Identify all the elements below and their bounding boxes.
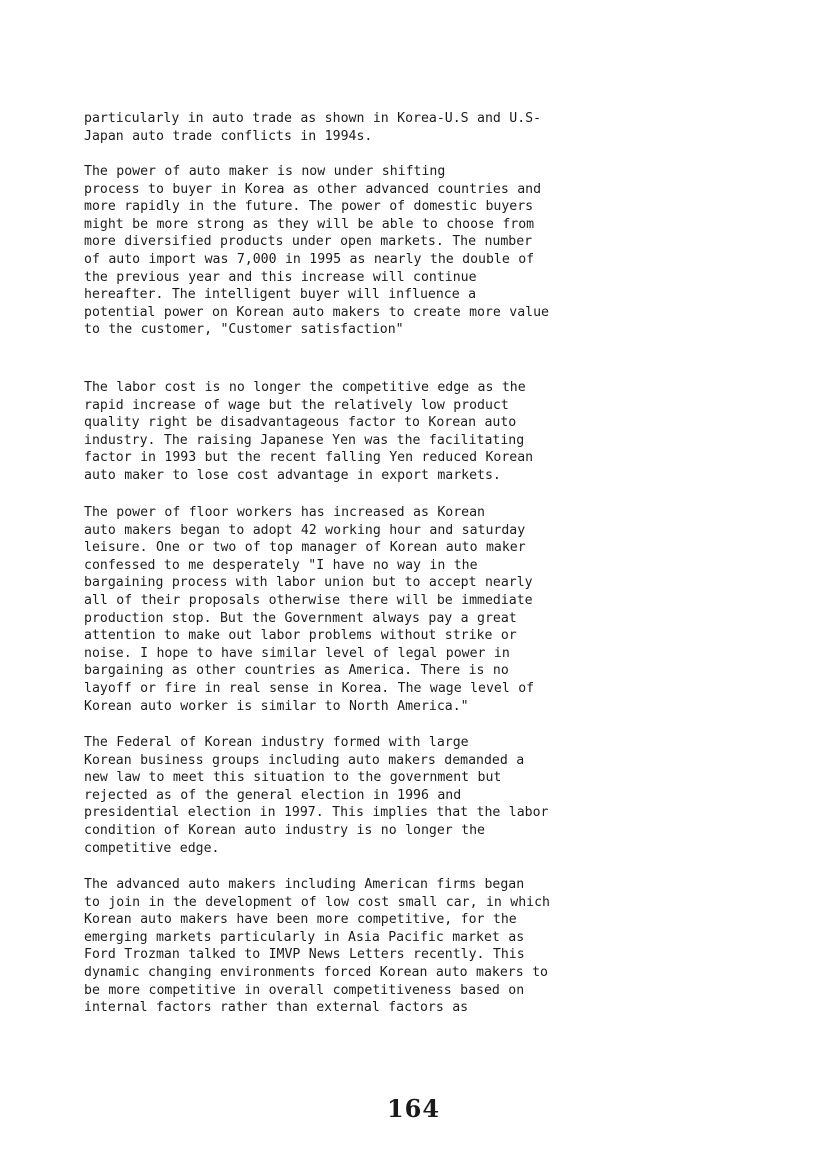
- text-line: The power of floor workers has increased as Korean: [84, 505, 485, 520]
- text-line: condition of Korean auto industry is no longer the: [84, 822, 485, 838]
- text-line: quality right be disadvantageous factor to Korean auto: [84, 415, 517, 431]
- text-line: Ford Trozman talked to IMVP News Letters recently. This: [84, 947, 525, 963]
- page-number: 164: [386, 1094, 441, 1123]
- text-line: hereafter. The intelligent buyer will influence a: [84, 287, 477, 303]
- text-line: bargaining as other countries as America. There is no: [84, 663, 509, 679]
- text-line: more rapidly in the future. The power of domestic buyers: [84, 199, 534, 215]
- text-line: The Federal of Korean industry formed with large: [84, 735, 469, 750]
- text-line: auto makers began to adopt 42 working hour and saturday: [84, 522, 526, 538]
- text-line: Korean business groups including auto makers demanded a: [84, 752, 525, 768]
- paragraph-buyer-power: [84, 163, 666, 339]
- text-line: competitive edge.: [84, 840, 220, 856]
- paragraph-federal-industry: [84, 734, 666, 857]
- text-line: Korean auto worker is similar to North America.": [84, 698, 469, 714]
- text-line: all of their proposals otherwise there will be immediate: [84, 592, 533, 608]
- text-line: Korean auto makers have been more competitive, for the: [84, 912, 517, 928]
- paragraph-labor-cost: [84, 379, 666, 485]
- text-line: Japan auto trade conflicts in 1994s.: [84, 128, 373, 144]
- text-line: leisure. One or two of top manager of Korean auto maker: [84, 540, 526, 556]
- text-line: auto maker to lose cost advantage in export markets.: [84, 467, 501, 483]
- text-line: new law to meet this situation to the government but: [84, 770, 502, 786]
- text-line: internal factors rather than external factors as: [84, 1000, 469, 1016]
- text-line: rejected as of the general election in 1996 and: [84, 787, 462, 803]
- paragraph-auto-trade-conflicts: [84, 110, 666, 145]
- text-line: presidential election in 1997. This implies that the labor: [84, 805, 549, 821]
- text-line: more diversified products under open markets. The number: [84, 234, 533, 250]
- text-line: emerging markets particularly in Asia Pacific market as: [84, 929, 525, 945]
- text-line: process to buyer in Korea as other advanced countries and: [84, 181, 542, 197]
- text-line: production stop. But the Government always pay a great: [84, 610, 517, 626]
- text-line: be more competitive in overall competitiveness based on: [84, 982, 525, 998]
- text-line: rapid increase of wage but the relatively low product: [84, 397, 509, 413]
- text-line: factor in 1993 but the recent falling Yen reduced Korean: [84, 450, 534, 466]
- text-line: The advanced auto makers including American firms began: [84, 877, 525, 892]
- text-line: noise. I hope to have similar level of legal power in: [84, 645, 510, 661]
- text-line: The power of auto maker is now under shifting: [84, 164, 446, 179]
- text-line: confessed to me desperately "I have no way in the: [84, 557, 478, 573]
- text-line: might be more strong as they will be able to choose from: [84, 216, 535, 232]
- text-line: to join in the development of low cost small car, in which: [84, 894, 550, 910]
- text-line: of auto import was 7,000 in 1995 as nearly the double of: [84, 251, 535, 267]
- text-line: potential power on Korean auto makers to create more value: [84, 304, 549, 320]
- paragraph-floor-workers: [84, 504, 666, 715]
- text-line: the previous year and this increase will continue: [84, 269, 477, 285]
- text-line: attention to make out labor problems without strike or: [84, 628, 517, 644]
- text-line: particularly in auto trade as shown in Korea-U.S and U.S-: [84, 111, 542, 126]
- text-line: industry. The raising Japanese Yen was the facilitating: [84, 432, 525, 448]
- text-line: layoff or fire in real sense in Korea. The wage level of: [84, 680, 535, 696]
- text-line: bargaining process with labor union but to accept nearly: [84, 575, 533, 591]
- text-line: dynamic changing environments forced Korean auto makers to: [84, 964, 548, 980]
- text-line: to the customer, "Customer satisfaction": [84, 322, 404, 338]
- paragraph-advanced-auto-makers: [84, 876, 666, 1017]
- text-line: The labor cost is no longer the competitive edge as the: [84, 380, 526, 395]
